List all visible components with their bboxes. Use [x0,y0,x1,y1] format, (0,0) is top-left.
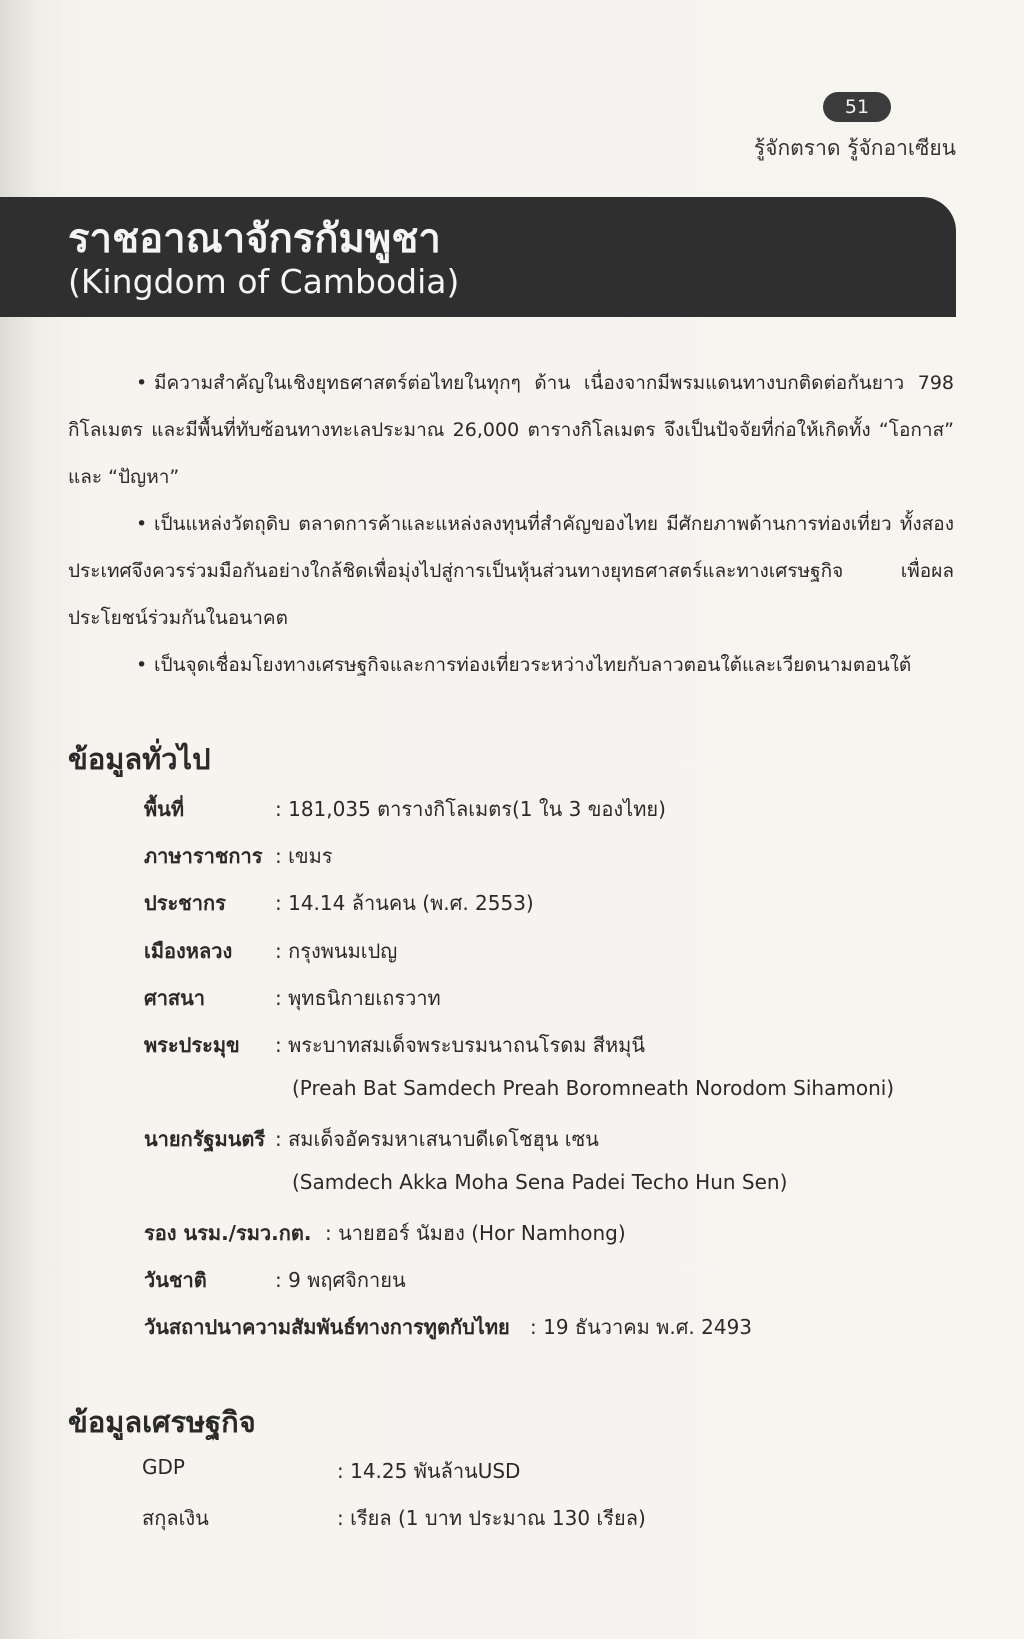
info-deputy-pm-label: รอง นรม./รมว.กต. [144,1221,312,1245]
running-header: รู้จักตราด รู้จักอาเซียน [753,136,956,160]
info-religion-label: ศาสนา [144,986,206,1010]
info-head-of-state-english: (Preah Bat Samdech Preah Boromneath Norodom Sihamoni) [292,1076,895,1100]
info-population-value: : 14.14 ล้านคน (พ.ศ. 2553) [275,891,534,915]
info-national-day-label: วันชาติ [144,1268,207,1292]
info-currency-value: : เรียล (1 บาท ประมาณ 130 เรียล) [337,1506,646,1530]
info-gdp-value: : 14.25 พันล้านUSD [337,1459,521,1483]
info-head-of-state-label: พระประมุข [144,1033,240,1057]
general-info-heading: ข้อมูลทั่วไป [68,742,211,776]
info-prime-minister-label: นายกรัฐมนตรี [144,1127,266,1151]
info-language-label: ภาษาราชการ [144,844,263,868]
page-title-english: (Kingdom of Cambodia) [68,262,460,301]
intro-bullet-text: เป็นแหล่งวัตถุดิบ ตลาดการค้าและแหล่งลงทุนที่สำคัญของไทย มีศักยภาพด้านการท่องเที่ยว ทั้งสองประเทศจึงควรร่วมมือกันอย่างใกล้ชิดเพื่อมุ่งไปสู่การเป็นหุ้นส่วนทางยุทธศาสตร์และทางเศรษฐกิจ เพื่อผลประโยชน์ร่วมกันในอนาคต [68,513,954,629]
info-population-label: ประชากร [144,891,226,915]
info-national-day-value: : 9 พฤศจิกายน [275,1268,406,1292]
info-prime-minister-english: (Samdech Akka Moha Sena Padei Techo Hun Sen) [292,1170,788,1194]
info-religion-value: : พุทธนิกายเถรวาท [275,986,441,1010]
info-deputy-pm-value: : นายฮอร์ นัมฮง (Hor Namhong) [325,1221,626,1245]
info-prime-minister-value: : สมเด็จอัครมหาเสนาบดีเดโชฮุน เซน [275,1127,599,1151]
bullet-icon: • [136,654,148,676]
page-title-thai: ราชอาณาจักรกัมพูชา [68,216,441,262]
info-currency-label: สกุลเงิน [142,1506,209,1530]
bullet-icon: • [136,513,148,535]
info-area-label: พื้นที่ [144,797,185,821]
info-capital-value: : กรุงพนมเปญ [275,939,398,963]
bullet-icon: • [136,372,148,394]
intro-bullet-text: เป็นจุดเชื่อมโยงทางเศรษฐกิจและการท่องเที่ยวระหว่างไทยกับลาวตอนใต้และเวียดนามตอนใต้ [154,654,912,676]
info-head-of-state-value: : พระบาทสมเด็จพระบรมนาถนโรดม สีหมุนี [275,1033,646,1057]
intro-bullet-text: มีความสำคัญในเชิงยุทธศาสตร์ต่อไทยในทุกๆ ด้าน เนื่องจากมีพรมแดนทางบกติดต่อกันยาว 798 กิโลเมตร และมีพื้นที่ทับซ้อนทางทะเลประมาณ 26,000 ตารางกิโลเมตร จึงเป็นปัจจัยที่ก่อให้เกิดทั้ง “โอกาส” และ “ปัญหา” [68,372,954,488]
intro-bullet-2 [68,501,954,642]
page-number-badge: 51 [823,92,891,122]
info-language-value: : เขมร [275,844,333,868]
intro-bullet-1 [68,360,954,501]
economy-info-heading: ข้อมูลเศรษฐกิจ [68,1405,256,1439]
info-capital-label: เมืองหลวง [144,939,233,963]
intro-bullets [68,360,954,689]
intro-bullet-3 [68,642,954,689]
info-area-value: : 181,035 ตารางกิโลเมตร(1 ใน 3 ของไทย) [275,797,666,821]
info-diplomatic-value: : 19 ธันวาคม พ.ศ. 2493 [530,1315,753,1339]
info-gdp-label: GDP [142,1455,185,1479]
info-diplomatic-label: วันสถาปนาความสัมพันธ์ทางการทูตกับไทย [144,1315,510,1339]
